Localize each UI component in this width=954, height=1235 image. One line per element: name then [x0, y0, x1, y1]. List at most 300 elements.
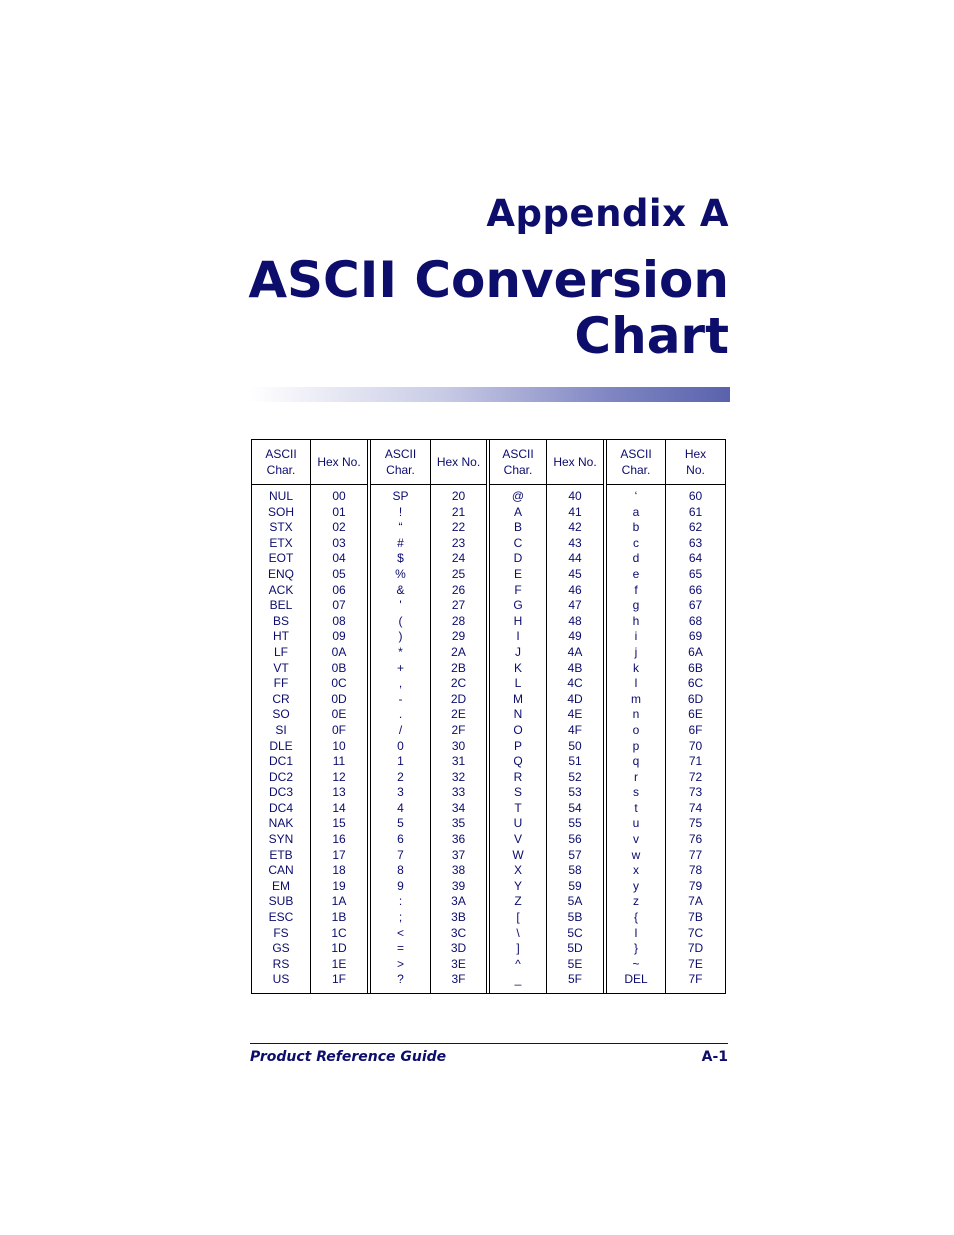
- column-header: [431, 440, 486, 485]
- table-cell: a: [632, 504, 640, 519]
- table-cell: 0E: [331, 707, 347, 722]
- table-cell: 28: [451, 613, 466, 628]
- table-cell: 5B: [567, 910, 583, 925]
- table-cell: 33: [451, 785, 466, 800]
- column-ascii-char-4: [607, 440, 666, 993]
- table-cell: =: [396, 941, 404, 956]
- table-cell: 2D: [450, 691, 467, 706]
- table-cell: 1B: [331, 910, 347, 925]
- table-cell: 7C: [687, 925, 704, 940]
- table-cell: 62: [688, 520, 703, 535]
- table-cell: b: [632, 520, 640, 535]
- table-cell: 54: [568, 800, 582, 815]
- table-cell: 07: [332, 598, 346, 613]
- header-line: Char.: [621, 463, 651, 477]
- table-cell: RS: [272, 956, 290, 971]
- table-cell: DLE: [269, 738, 293, 753]
- column-header: [666, 440, 725, 485]
- table-cell: 3: [397, 785, 404, 800]
- table-cell: 56: [568, 832, 582, 847]
- table-cell: 64: [688, 551, 703, 566]
- table-cell: ^: [515, 956, 521, 971]
- table-cell: 41: [568, 504, 582, 519]
- table-cell: 3D: [450, 941, 467, 956]
- table-cell: ;: [398, 910, 403, 925]
- table-cell: ?: [397, 972, 404, 987]
- table-cell: 36: [451, 832, 466, 847]
- column-cells: [490, 485, 546, 988]
- table-cell: 09: [332, 629, 346, 644]
- table-cell: -: [398, 691, 403, 706]
- table-cell: 29: [451, 629, 466, 644]
- table-cell: 24: [451, 551, 466, 566]
- table-cell: 71: [688, 754, 703, 769]
- column-header: [547, 440, 603, 485]
- table-cell: 60: [688, 489, 703, 503]
- table-cell: 48: [568, 613, 582, 628]
- table-cell: V: [513, 832, 522, 847]
- table-cell: 7E: [688, 956, 703, 971]
- column-cells: [371, 485, 430, 988]
- table-cell: SP: [392, 489, 409, 503]
- table-cell: f: [634, 582, 638, 597]
- table-cell: s: [633, 785, 639, 800]
- table-cell: 69: [688, 629, 703, 644]
- table-cell: 3F: [451, 972, 466, 987]
- table-cell: CR: [272, 691, 290, 706]
- table-cell: DC2: [268, 769, 293, 784]
- table-cell: 78: [688, 863, 703, 878]
- table-cell: \: [516, 925, 520, 940]
- table-cell: 4: [397, 800, 404, 815]
- column-ascii-char-1: [252, 440, 311, 993]
- table-cell: 8: [397, 863, 404, 878]
- header-line: Char.: [266, 463, 296, 477]
- page-title-line-1: ASCII Conversion: [248, 251, 729, 309]
- table-cell: DC3: [268, 785, 293, 800]
- column-cells: [607, 485, 665, 988]
- table-cell: B: [513, 520, 522, 535]
- table-cell: 10: [332, 738, 346, 753]
- table-cell: 55: [568, 816, 582, 831]
- column-header: [490, 440, 546, 485]
- table-cell: 52: [568, 769, 582, 784]
- table-cell: 17: [332, 847, 346, 862]
- table-cell: 46: [568, 582, 582, 597]
- table-cell: h: [632, 613, 640, 628]
- table-cell: 67: [688, 598, 703, 613]
- table-cell: 57: [568, 847, 582, 862]
- table-cell: 4A: [567, 644, 583, 659]
- table-cell: 3A: [451, 894, 466, 909]
- table-cell: n: [632, 707, 640, 722]
- column-cells: [431, 485, 486, 988]
- table-cell: 1D: [331, 941, 347, 956]
- table-cell: 5F: [567, 972, 582, 987]
- table-cell: 47: [568, 598, 582, 613]
- table-cell: ESC: [268, 910, 294, 925]
- table-cell: ~: [632, 956, 640, 971]
- table-cell: 50: [568, 738, 582, 753]
- table-cell: w: [631, 847, 641, 862]
- table-cell: y: [633, 878, 639, 893]
- table-cell: 76: [688, 832, 703, 847]
- table-cell: 45: [568, 566, 582, 581]
- table-cell: 5A: [567, 894, 583, 909]
- page-title-line-2: Chart: [574, 307, 729, 365]
- header-line: ASCII: [620, 447, 652, 461]
- table-cell: k: [633, 660, 639, 675]
- table-cell: :: [398, 894, 403, 909]
- table-cell: 6C: [687, 676, 704, 691]
- header-line: Hex No.: [553, 455, 597, 469]
- table-cell: SYN: [268, 832, 294, 847]
- table-cell: 13: [332, 785, 346, 800]
- table-cell: DC4: [268, 800, 293, 815]
- column-hex-no-3: [547, 440, 607, 993]
- table-cell: ENQ: [267, 566, 294, 581]
- table-cell: Y: [513, 878, 522, 893]
- table-cell: 25: [451, 566, 466, 581]
- header-line: No.: [686, 463, 705, 477]
- table-cell: 6E: [688, 707, 703, 722]
- table-cell: g: [632, 598, 640, 613]
- table-cell: 7D: [687, 941, 704, 956]
- table-cell: %: [395, 566, 406, 581]
- table-cell: 3B: [451, 910, 466, 925]
- table-cell: R: [513, 769, 523, 784]
- table-cell: i: [634, 629, 638, 644]
- table-cell: DEL: [624, 972, 648, 987]
- table-cell: 74: [688, 800, 703, 815]
- table-cell: 38: [451, 863, 466, 878]
- table-cell: x: [633, 863, 639, 878]
- table-cell: 14: [332, 800, 346, 815]
- column-hex-no-1: [311, 440, 371, 993]
- table-cell: +: [396, 660, 404, 675]
- table-cell: A: [513, 504, 522, 519]
- table-cell: 32: [451, 769, 466, 784]
- table-cell: [: [516, 910, 520, 925]
- table-cell: SI: [275, 722, 287, 737]
- table-cell: 4B: [567, 660, 583, 675]
- table-cell: p: [632, 738, 640, 753]
- table-cell: Q: [513, 754, 523, 769]
- table-cell: BS: [272, 613, 289, 628]
- table-cell: 15: [332, 816, 346, 831]
- table-cell: j: [634, 644, 638, 659]
- column-header: [371, 440, 430, 485]
- table-cell: 6: [397, 832, 404, 847]
- table-cell: G: [513, 598, 523, 613]
- column-hex-no-2: [431, 440, 490, 993]
- table-cell: ETX: [269, 535, 293, 550]
- table-cell: 3C: [450, 925, 467, 940]
- table-cell: F: [514, 582, 522, 597]
- table-cell: STX: [269, 520, 293, 535]
- table-cell: ‘: [634, 489, 638, 503]
- table-cell: 7F: [688, 972, 703, 987]
- table-cell: }: [633, 941, 638, 956]
- table-cell: 04: [332, 551, 346, 566]
- table-cell: M: [513, 691, 523, 706]
- table-cell: ,: [398, 676, 403, 691]
- table-cell: 30: [451, 738, 466, 753]
- table-cell: S: [513, 785, 522, 800]
- table-cell: 20: [451, 489, 466, 503]
- table-cell: ]: [516, 941, 520, 956]
- table-cell: .: [398, 707, 403, 722]
- table-cell: VT: [273, 660, 289, 675]
- table-cell: >: [396, 956, 404, 971]
- table-cell: P: [513, 738, 522, 753]
- table-cell: 9: [397, 878, 404, 893]
- table-cell: 1E: [331, 956, 347, 971]
- table-cell: 40: [568, 489, 582, 503]
- table-cell: US: [272, 972, 290, 987]
- table-cell: 2: [397, 769, 404, 784]
- table-cell: 34: [451, 800, 466, 815]
- table-cell: 44: [568, 551, 582, 566]
- table-cell: 43: [568, 535, 582, 550]
- table-cell: 26: [451, 582, 466, 597]
- table-cell: SUB: [268, 894, 294, 909]
- table-cell: ): [398, 629, 403, 644]
- table-cell: 4C: [567, 676, 583, 691]
- table-cell: ETB: [269, 847, 293, 862]
- table-cell: 37: [451, 847, 466, 862]
- table-cell: 7A: [688, 894, 703, 909]
- table-cell: NAK: [268, 816, 294, 831]
- table-cell: J: [515, 644, 521, 659]
- table-cell: 77: [688, 847, 703, 862]
- table-cell: SOH: [267, 504, 294, 519]
- column-cells: [666, 485, 725, 988]
- table-cell: SO: [272, 707, 290, 722]
- table-cell: EM: [272, 878, 290, 893]
- table-cell: NUL: [268, 489, 293, 503]
- table-cell: 66: [688, 582, 703, 597]
- column-cells: [311, 485, 367, 988]
- table-cell: 63: [688, 535, 703, 550]
- table-cell: EOT: [268, 551, 294, 566]
- table-cell: 1C: [331, 925, 347, 940]
- table-cell: e: [632, 566, 640, 581]
- table-cell: 51: [568, 754, 582, 769]
- column-ascii-char-2: [371, 440, 431, 993]
- table-cell: 01: [332, 504, 346, 519]
- table-cell: l: [634, 925, 638, 940]
- table-cell: o: [632, 722, 640, 737]
- table-cell: 06: [332, 582, 346, 597]
- table-cell: 59: [568, 878, 582, 893]
- table-cell: X: [513, 863, 522, 878]
- table-cell: 27: [451, 598, 466, 613]
- table-cell: “: [398, 520, 403, 535]
- table-cell: 5: [397, 816, 404, 831]
- table-cell: FF: [273, 676, 289, 691]
- header-line: ASCII: [502, 447, 534, 461]
- table-cell: 08: [332, 613, 346, 628]
- table-cell: 21: [451, 504, 466, 519]
- table-cell: 75: [688, 816, 703, 831]
- table-cell: 03: [332, 535, 346, 550]
- table-cell: I: [516, 629, 520, 644]
- table-cell: D: [513, 551, 523, 566]
- table-cell: 61: [688, 504, 703, 519]
- table-cell: 05: [332, 566, 346, 581]
- table-cell: 1: [397, 754, 404, 769]
- table-cell: 65: [688, 566, 703, 581]
- header-line: Hex: [684, 447, 707, 461]
- footer-page-number: A-1: [701, 1049, 728, 1065]
- table-cell: 42: [568, 520, 582, 535]
- table-cell: 19: [332, 878, 346, 893]
- table-cell: 1F: [331, 972, 346, 987]
- table-cell: v: [633, 832, 639, 847]
- footer-rule: [250, 1043, 728, 1044]
- table-cell: 18: [332, 863, 346, 878]
- table-cell: 12: [332, 769, 346, 784]
- table-cell: 4D: [567, 691, 583, 706]
- table-cell: E: [513, 566, 522, 581]
- table-cell: 6B: [688, 660, 703, 675]
- table-cell: DC1: [268, 754, 293, 769]
- table-cell: 7B: [688, 910, 703, 925]
- table-cell: 2E: [451, 707, 466, 722]
- table-cell: 73: [688, 785, 703, 800]
- column-header: [311, 440, 367, 485]
- table-cell: L: [514, 676, 522, 691]
- column-hex-no-4: [666, 440, 725, 993]
- table-cell: 72: [688, 769, 703, 784]
- table-cell: 00: [332, 489, 346, 503]
- column-header: [252, 440, 310, 485]
- header-line: ASCII: [265, 447, 297, 461]
- column-cells: [547, 485, 603, 988]
- table-cell: _: [514, 972, 522, 987]
- appendix-label: Appendix A: [486, 192, 729, 235]
- table-cell: z: [633, 894, 639, 909]
- table-cell: 6D: [687, 691, 704, 706]
- table-cell: t: [634, 800, 638, 815]
- table-cell: H: [513, 613, 523, 628]
- column-header: [607, 440, 665, 485]
- table-cell: m: [631, 691, 641, 706]
- table-cell: U: [513, 816, 523, 831]
- table-cell: W: [512, 847, 524, 862]
- table-cell: 2C: [450, 676, 467, 691]
- header-line: ASCII: [384, 447, 417, 461]
- table-cell: u: [632, 816, 640, 831]
- table-cell: 0B: [331, 660, 347, 675]
- table-cell: FS: [273, 925, 289, 940]
- table-cell: 0D: [331, 691, 347, 706]
- table-cell: 11: [332, 754, 346, 769]
- table-cell: 22: [451, 520, 466, 535]
- table-cell: 23: [451, 535, 466, 550]
- table-cell: 4F: [567, 722, 582, 737]
- table-cell: 0C: [331, 676, 347, 691]
- page-title: [248, 252, 729, 364]
- table-cell: 0F: [331, 722, 346, 737]
- table-cell: 35: [451, 816, 466, 831]
- footer-guide-title: Product Reference Guide: [250, 1049, 447, 1065]
- table-cell: 68: [688, 613, 703, 628]
- table-cell: 49: [568, 629, 582, 644]
- table-cell: 4E: [567, 707, 583, 722]
- table-cell: LF: [273, 644, 288, 659]
- gradient-divider-bar: [250, 387, 730, 402]
- table-cell: d: [632, 551, 640, 566]
- table-cell: C: [513, 535, 523, 550]
- table-cell: Z: [514, 894, 522, 909]
- table-cell: T: [514, 800, 522, 815]
- table-cell: 7: [397, 847, 404, 862]
- table-cell: O: [513, 722, 523, 737]
- table-cell: 5C: [567, 925, 583, 940]
- table-cell: {: [633, 910, 638, 925]
- table-cell: HT: [273, 629, 289, 644]
- table-cell: 53: [568, 785, 582, 800]
- table-cell: 2B: [451, 660, 466, 675]
- table-cell: 31: [451, 754, 466, 769]
- table-cell: l: [634, 676, 638, 691]
- table-cell: r: [634, 769, 638, 784]
- table-cell: GS: [272, 941, 290, 956]
- table-cell: 70: [688, 738, 703, 753]
- table-cell: 16: [332, 832, 346, 847]
- table-cell: ': [399, 598, 402, 613]
- table-cell: 58: [568, 863, 582, 878]
- header-line: Char.: [386, 463, 415, 477]
- header-line: Hex No.: [317, 455, 361, 469]
- table-cell: ACK: [268, 582, 294, 597]
- table-cell: 2F: [451, 722, 466, 737]
- table-cell: @: [511, 489, 525, 503]
- table-cell: *: [398, 644, 403, 659]
- table-cell: /: [398, 722, 403, 737]
- table-cell: <: [396, 925, 404, 940]
- table-cell: 0: [397, 738, 404, 753]
- table-cell: K: [513, 660, 522, 675]
- table-cell: N: [513, 707, 523, 722]
- table-cell: CAN: [268, 863, 294, 878]
- column-cells: [252, 485, 310, 988]
- table-cell: &: [396, 582, 405, 597]
- table-cell: 79: [688, 878, 703, 893]
- table-cell: c: [633, 535, 639, 550]
- table-cell: #: [397, 535, 404, 550]
- header-line: Char.: [503, 463, 533, 477]
- column-ascii-char-3: [490, 440, 547, 993]
- header-line: Hex No.: [436, 455, 481, 469]
- table-cell: 5E: [567, 956, 583, 971]
- table-cell: (: [398, 613, 403, 628]
- table-cell: 39: [451, 878, 466, 893]
- table-cell: $: [397, 551, 404, 566]
- table-cell: q: [632, 754, 640, 769]
- table-cell: 6F: [688, 722, 703, 737]
- table-cell: 5D: [567, 941, 583, 956]
- table-cell: 2A: [451, 644, 466, 659]
- table-cell: BEL: [269, 598, 293, 613]
- table-cell: 3E: [451, 956, 466, 971]
- table-cell: 0A: [331, 644, 347, 659]
- table-cell: 6A: [688, 644, 703, 659]
- table-cell: 02: [332, 520, 346, 535]
- table-cell: 1A: [331, 894, 347, 909]
